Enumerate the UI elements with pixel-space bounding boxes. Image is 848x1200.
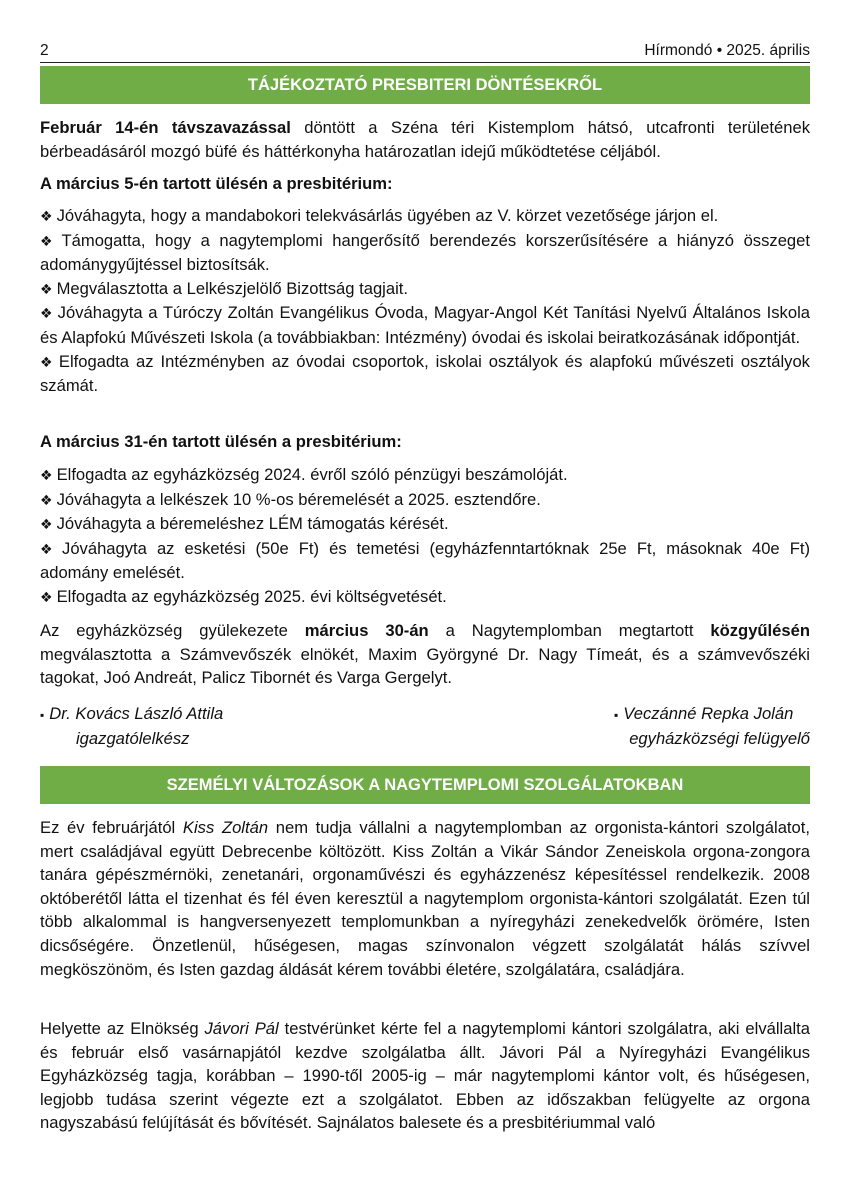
- intro-text: döntött a Széna téri Kistemplom hátsó, utcafronti területének bérbeadásáról mozgó büfé és háttérkonyha határozatlan idejű működtetése céljából.: [40, 118, 810, 161]
- diamond-bullet-icon: ❖: [40, 540, 59, 557]
- list-item: ❖ Megválasztotta a Lelkészjelölő Bizottság tagjait.: [40, 278, 408, 298]
- publication-title: Hírmondó • 2025. április: [644, 42, 810, 59]
- signature-right-name: Veczánné Repka Jolán: [623, 704, 794, 723]
- diamond-bullet-icon: ❖: [40, 280, 53, 297]
- list-item: ❖ Támogatta, hogy a nagytemplomi hangerősítő berendezés korszerűsítésére a hiányzó összeget adománygyűjtéssel biztosítsák.: [40, 230, 810, 275]
- page-header: [40, 38, 810, 63]
- diamond-bullet-icon: ❖: [40, 232, 58, 249]
- diamond-bullet-icon: ❖: [40, 516, 53, 533]
- intro-bold-text: Február 14-én távszavazással: [40, 118, 291, 137]
- diamond-bullet-icon: ❖: [40, 208, 53, 224]
- diamond-bullet-icon: ❖: [40, 491, 53, 508]
- signature-left: [40, 702, 223, 751]
- march5-heading: A március 5-én tartott ülésén a presbitérium:: [40, 174, 393, 193]
- section-1-banner: TÁJÉKOZTATÓ PRESBITERI DÖNTÉSEKRŐL: [40, 66, 810, 104]
- diamond-bullet-icon: ❖: [40, 467, 53, 483]
- list-item: ❖ Jóváhagyta a Túróczy Zoltán Evangélikus Óvoda, Magyar-Angol Két Tanítási Nyelvű Általános Iskola és Alapfokú Művészeti Iskola (a továbbiakban: Intézmény) óvodai és iskolai beiratkozásának időpontját.: [40, 303, 810, 347]
- list-item: ❖ Elfogadta az Intézményben az óvodai csoportok, iskolai osztályok és alapfokú művészeti osztályok számát.: [40, 351, 810, 396]
- list-item: ❖ Jóváhagyta, hogy a mandabokori telekvásárlás ügyében az V. körzet vezetősége járjon el.: [40, 206, 719, 225]
- signature-right: [614, 702, 810, 751]
- square-bullet-icon: ▪: [40, 708, 45, 722]
- section-2-banner: SZEMÉLYI VÁLTOZÁSOK A NAGYTEMPLOMI SZOLGÁLATOKBAN: [40, 766, 810, 804]
- march31-list: [40, 463, 810, 610]
- list-item: ❖ Elfogadta az egyházközség 2025. évi költségvetését.: [40, 586, 447, 606]
- list-item: ❖ Jóváhagyta a lelkészek 10 %-os béremelését a 2025. esztendőre.: [40, 489, 541, 509]
- section-2-paragraph-1: Ez év februárjától Kiss Zoltán nem tudja vállalni a nagytemplomban az orgonista-kántori szolgálatot, mert családjával együtt Debrecenbe költözött. Kiss Zoltán a Vikár Sándor Zeneiskola orgona-zongora tanára gépészmérnöki, zenetanári, orgonaművészi és egyházzenész képesítéssel rendelkezik. 2008 októberétől látta el tizenhat és fél éven keresztül a nagytemplom orgonista-kántori szolgálatát. Ezen túl több alkalommal is hangversenyezett templomunkban a nyíregyházi zenekedvelők örömére, Isten dicsőségére. Önzetlenül, hűségesen, magas színvonalon végzett szolgálatát hálás szívvel megköszönöm, és Isten gazdag áldását kérem további életére, szolgálatára, családjára.: [40, 818, 810, 979]
- march5-list: [40, 204, 810, 398]
- list-item: ❖ Elfogadta az egyházközség 2024. évről szóló pénzügyi beszámolóját.: [40, 465, 568, 484]
- diamond-bullet-icon: ❖: [40, 305, 54, 322]
- page-number: 2: [40, 42, 49, 59]
- intro-paragraph: [40, 116, 810, 163]
- signature-left-name: Dr. Kovács László Attila: [49, 704, 224, 723]
- signature-left-role: igazgatólelkész: [76, 729, 190, 748]
- list-item: ❖ Jóváhagyta a béremeléshez LÉM támogatás kérését.: [40, 514, 449, 534]
- list-item: ❖ Jóváhagyta az esketési (50e Ft) és temetési (egyházfenntartóknak 25e Ft, másoknak 40e Ft) adomány emelését.: [40, 538, 810, 583]
- diamond-bullet-icon: ❖: [40, 588, 53, 605]
- assembly-paragraph: Az egyházközség gyülekezete március 30-án a Nagytemplomban megtartott közgyűlésén megválasztotta a Számvevőszék elnökét, Maxim Györgyné Dr. Nagy Tímeát, és a számvevőszéki tagokat, Joó Andreát, Palicz Tibornét és Varga Gergelyt.: [40, 621, 810, 688]
- signature-right-role: egyházközségi felügyelő: [629, 729, 810, 748]
- march31-heading: A március 31-én tartott ülésén a presbitérium:: [40, 432, 402, 451]
- square-bullet-icon: ▪: [614, 708, 619, 722]
- section-2-paragraph-2: Helyette az Elnökség Jávori Pál testvérünket kérte fel a nagytemplomi kántori szolgálatra, aki elvállalta és február első vasárnapjától kezdve szolgálatba állt. Jávori Pál a Nyíregyházi Evangélikus Egyházközség tagja, korábban – 1990-től 2005-ig – már nagytemplomi kántor volt, és hűségesen, legjobb tudása szerint végezte ezt a szolgálatot. Ebben az időszakban felügyelte az orgona nagyszabású felújítását és bővítését. Sajnálatos balesete és a presbitériummal való: [40, 1019, 810, 1133]
- diamond-bullet-icon: ❖: [40, 353, 55, 370]
